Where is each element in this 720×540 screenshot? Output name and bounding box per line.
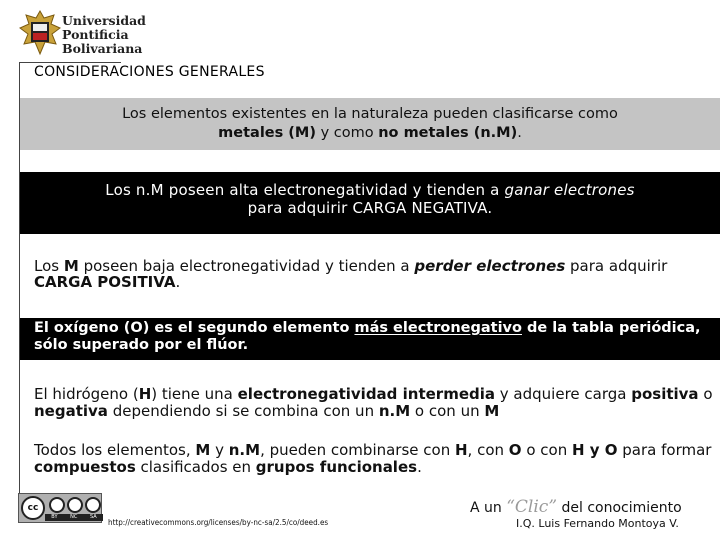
hydrogen-paragraph	[34, 386, 714, 420]
block1-text-5: .	[517, 125, 522, 141]
block6-text-5: , pueden combinarse con	[260, 441, 455, 459]
block3-text-1: Los	[34, 257, 64, 275]
block3-text-5: para adquirir	[565, 257, 668, 275]
noncommercial-icon	[67, 497, 83, 513]
university-crest-icon	[18, 10, 62, 56]
metals-paragraph	[34, 258, 714, 290]
block5-text-3: ) tiene una	[151, 385, 238, 403]
cc-label-by: BY	[51, 514, 58, 520]
footer-brand-pre: A un	[470, 500, 507, 516]
cc-icon: cc	[21, 496, 45, 520]
block4-text-3: de la tabla periódica, sólo superado por el flúor.	[34, 320, 701, 353]
block6-h: H	[454, 441, 468, 459]
block3-carga-positiva: CARGA POSITIVA	[34, 273, 176, 291]
block5-text-11: o con un	[410, 402, 485, 420]
block6-grupos: grupos funcionales	[255, 458, 418, 476]
page-title: CONSIDERACIONES GENERALES	[34, 64, 265, 80]
cc-label-sa: SA	[89, 514, 97, 520]
university-logo	[14, 10, 154, 58]
block2-text-1: Los n.M poseen alta electronegatividad y tienden a	[105, 181, 505, 199]
cc-license-labels	[45, 514, 103, 521]
block5-nm: n.M	[378, 402, 411, 420]
block5-text-7: o	[698, 385, 713, 403]
block2-text-3: para adquirir CARGA NEGATIVA.	[247, 199, 493, 217]
block1-text-3: y como	[315, 125, 379, 141]
cc-label-nc: NC	[70, 514, 78, 520]
footer-brand	[470, 497, 682, 517]
block2-ganar: ganar electrones	[504, 181, 635, 199]
sharealike-icon	[85, 497, 101, 513]
attribution-icon	[49, 497, 65, 513]
block5-text-5: y adquiere carga	[495, 385, 632, 403]
creative-commons-badge[interactable]	[18, 493, 102, 523]
block3-perder: perder electrones	[414, 257, 566, 275]
block5-positiva: positiva	[631, 385, 699, 403]
block6-text-11: para formar	[617, 441, 712, 459]
block6-text-3: y	[210, 441, 229, 459]
compounds-paragraph	[34, 442, 714, 476]
logo-line-1: Universidad	[62, 13, 146, 28]
university-name	[62, 14, 146, 56]
oxygen-box	[20, 318, 720, 360]
block6-text-1: Todos los elementos,	[34, 441, 196, 459]
block1-metales: metales (M)	[218, 125, 316, 141]
block1-text-1: Los elementos existentes en la naturaleza pueden clasificarse como	[122, 106, 618, 122]
block6-o: O	[508, 441, 522, 459]
block5-electroneg: electronegatividad intermedia	[237, 385, 496, 403]
block6-m: M	[195, 441, 211, 459]
block5-text-1: El hidrógeno (	[34, 385, 139, 403]
footer-brand-clic: “Clic”	[506, 497, 558, 517]
footer-author: I.Q. Luis Fernando Montoya V.	[516, 517, 679, 530]
block5-h: H	[138, 385, 152, 403]
license-url-link[interactable]: http://creativecommons.org/licenses/by-nc-sa/2.5/co/deed.es	[108, 518, 329, 527]
block1-no-metales: no metales (n.M)	[378, 125, 518, 141]
logo-line-2: Pontificia	[62, 27, 129, 42]
classification-box	[20, 98, 720, 150]
nonmetals-box	[20, 172, 720, 234]
block6-nm: n.M	[228, 441, 261, 459]
footer-brand-post: del conocimiento	[557, 500, 682, 516]
block5-text-9: dependiendo si se combina con un	[107, 402, 379, 420]
block6-h-y-o: H y O	[571, 441, 618, 459]
block5-negativa: negativa	[34, 402, 108, 420]
logo-line-3: Bolivariana	[62, 41, 143, 56]
block6-compuestos: compuestos	[34, 458, 136, 476]
block4-text-1: El oxígeno (O) es el segundo elemento	[34, 320, 355, 336]
block6-text-15: .	[417, 458, 422, 476]
block3-text-7: .	[175, 273, 181, 291]
top-border-line	[19, 62, 121, 63]
block3-m: M	[63, 257, 79, 275]
block5-m: M	[484, 402, 500, 420]
block3-text-3: poseen baja electronegatividad y tienden a	[78, 257, 415, 275]
block6-text-7: , con	[467, 441, 509, 459]
block6-text-13: clasificados en	[135, 458, 256, 476]
block6-text-9: o con	[521, 441, 572, 459]
block4-mas-electronegativo: más electronegativo	[354, 320, 522, 336]
